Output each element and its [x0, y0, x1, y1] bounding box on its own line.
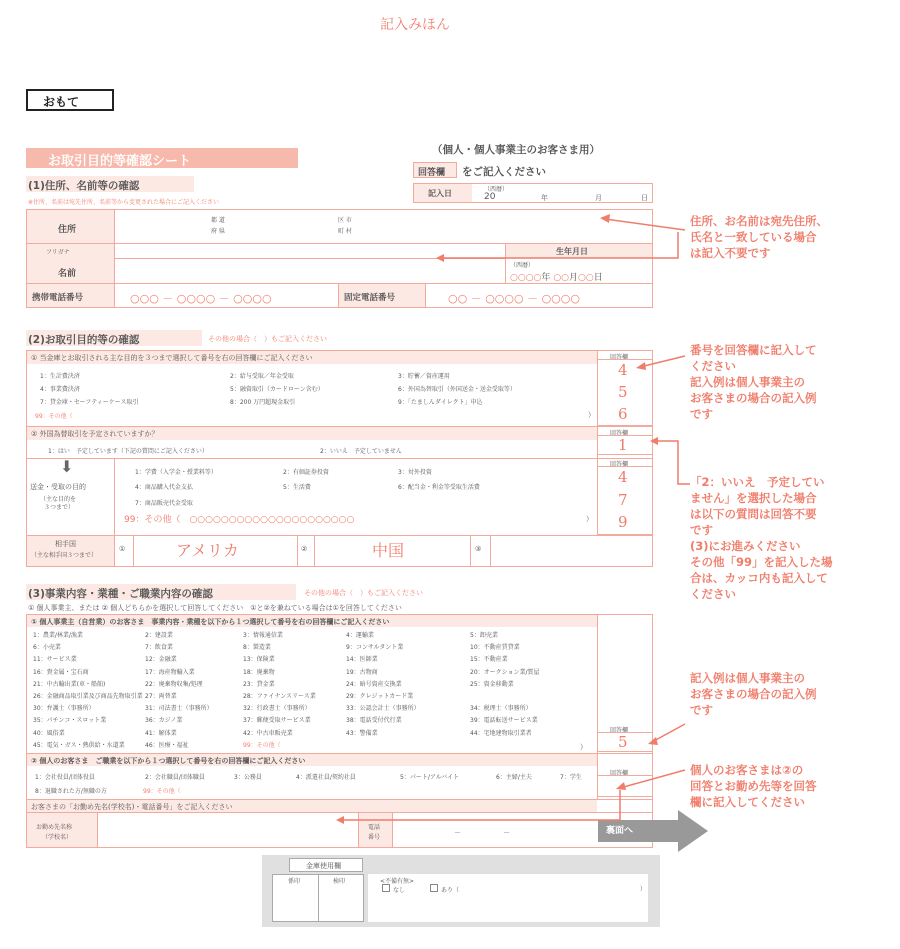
biz-option: 21：中古輸出業(車・船舶)	[33, 680, 106, 688]
biz-option: 6：小売業	[33, 644, 61, 652]
biz-option: 32：行政書士（事務所）	[243, 705, 311, 713]
omote-label: おもて	[43, 95, 80, 109]
biz-option: 34：税理士（事務所）	[470, 705, 532, 713]
sec2-title: (2)お取引目的等の確認	[28, 334, 140, 346]
biz-option: 44：宅地建物取引業者	[470, 729, 532, 737]
sec1-title: (1)住所、名前等の確認	[28, 180, 140, 192]
biz-option: 3：情報通信業	[243, 632, 283, 639]
q1-answer-1: 4	[618, 361, 628, 379]
sec2-title-note: その他の場合（ ）もご記入ください	[208, 335, 327, 343]
biz-option: 4：運輸業	[346, 632, 374, 639]
biz-option: 11：サービス業	[33, 656, 77, 664]
biz-option: 39：電話転送サービス業	[470, 717, 538, 725]
biz-option: 7：飲食業	[145, 644, 173, 652]
biz-option: 8：製造業	[243, 644, 271, 652]
mobile-value: ○○○ － ○○○○ － ○○○○	[130, 292, 272, 305]
note-foreign: 「2：いいえ 予定してい ません」を選択した場合 は以下の質問は回答不要 です (3)にお進みください その他「99」を記入した場 合は、カッコ内も記入して ください	[690, 475, 833, 601]
sheet-title: お取引目的等確認シート	[48, 154, 192, 169]
home-phone-label: 固定電話番号	[344, 293, 396, 303]
biz-option: 23：貸金業	[243, 680, 275, 688]
partner-country-1: アメリカ	[176, 541, 239, 560]
purpose-label: 送金・受取の目的	[30, 483, 86, 491]
biz-option: 33：公認会計士（事務所）	[346, 705, 420, 713]
furigana-label: フリガナ	[46, 249, 70, 256]
note-address: 住所、お名前は宛先住所、 氏名と一致している場合 は記入不要です	[690, 214, 828, 260]
purpose-other: 99：その他（ ○○○○○○○○○○○○○○○○○○○○○	[124, 515, 355, 525]
name-label: 名前	[58, 269, 77, 279]
biz-option: 46：医療・福祉	[145, 741, 189, 749]
biz-option: 19：古物商	[346, 668, 378, 676]
biz-option: 31：司法書士（事務所）	[145, 705, 213, 713]
q2-answer: 1	[618, 436, 628, 454]
mobile-label: 携帯電話番号	[32, 293, 84, 303]
birth-label: 生年月日	[556, 247, 588, 256]
partner-label: 相手国	[55, 540, 76, 548]
biz-option: 30：弁護士（事務所）	[33, 705, 95, 713]
biz-option: 24：暗号資産交換業	[346, 680, 402, 688]
arrow-down-icon: ⬇	[60, 457, 74, 476]
biz-option: 43：警備業	[346, 729, 378, 737]
biz-option: 40：風俗業	[33, 729, 65, 737]
biz-option: 14：医師業	[346, 656, 378, 664]
ind-head: ② 個人のお客さま ご職業を以下から１つ選択して番号を右の回答欄にご記入ください	[31, 757, 306, 765]
biz-option: 41：解体業	[145, 729, 177, 737]
biz-option: 28：ファイナンスリース業	[243, 693, 316, 700]
note-business: 記入例は個人事業主の お客さまの場合の記入例 です	[690, 671, 817, 717]
biz-option: 42：中古車販売業	[243, 729, 293, 737]
biz-option: 36：カジノ業	[145, 717, 183, 725]
answer-box-sample: 回答欄	[413, 162, 457, 178]
biz-option: 10：不動産賃貸業	[470, 644, 520, 652]
partner-country-2: 中国	[372, 541, 405, 560]
home-phone-value: ○○ － ○○○○ － ○○○○	[448, 292, 580, 305]
biz-option: 25：資金移動業	[470, 680, 514, 688]
biz-option: 15：不動産業	[470, 656, 508, 664]
entry-date-label: 記入日	[428, 189, 452, 198]
work-head: お客さまの「お勤め先名(学校名)・電話番号」をご記入ください	[31, 803, 233, 811]
biz-option: 9：コンサルタント業	[346, 644, 404, 652]
biz-option: 27：両替業	[145, 693, 177, 700]
biz-option: 99：その他（	[243, 741, 281, 749]
q2-text: ② 外国為替取引を予定されていますか？	[31, 430, 159, 438]
bank-use-title: 金庫使用欄	[306, 862, 341, 870]
sec3-title-note: その他の場合（ ）もご記入ください	[304, 589, 423, 597]
biz-option: 37：郵便受取サービス業	[243, 717, 311, 725]
biz-answer: 5	[618, 733, 628, 751]
biz-option: 1：農業/林業/漁業	[33, 632, 83, 639]
purpose-answer-2: 7	[618, 491, 628, 509]
customer-type: （個人・個人事業主のお客さま用）	[432, 144, 600, 156]
back-page-label: 裏面へ	[606, 826, 634, 836]
birth-value: ○○○○年 ○○月○○日	[510, 273, 603, 283]
q1-text: ① 当金庫とお取引される主な目的を３つまで選択して番号を右の回答欄にご記入ください	[31, 354, 313, 362]
biz-option: 2：建設業	[145, 632, 173, 639]
sec3-title: (3)事業内容・業種・ご職業内容の確認	[28, 588, 213, 600]
biz-option: 18：廃棄物	[243, 668, 275, 676]
biz-option: 26：金融商品取引業及び商品先物取引業	[33, 693, 143, 700]
biz-option: 13：保険業	[243, 656, 275, 664]
biz-option: 35：パチンコ・スロット業	[33, 717, 107, 725]
note-purpose: 番号を回答欄に記入して ください 記入例は個人事業主の お客さまの場合の記入例 です	[690, 343, 817, 421]
biz-option: 16：貴金属・宝石商	[33, 668, 89, 676]
q1-answer-2: 5	[618, 383, 628, 401]
biz-head: ① 個人事業主（自営業）のお客さま 事業内容・業種を以下から１つ選択して番号を右の回答欄にご記入ください	[31, 618, 390, 626]
biz-option: 12：金融業	[145, 656, 177, 664]
address-label: 住所	[58, 225, 77, 235]
page-heading: 記入みほん	[380, 17, 450, 33]
sec3-intro: ① 個人事業主、または ② 個人どちらかを選択して回答してください ①と②を兼ねている場合は①を回答してください	[28, 604, 402, 612]
biz-option: 20：オークション業/質屋	[470, 668, 540, 676]
biz-option: 38：電話受付代行業	[346, 717, 402, 725]
q1-answer-3: 6	[618, 405, 628, 423]
biz-option: 17：海産物輸入業	[145, 668, 195, 676]
purpose-answer-3: 9	[618, 513, 628, 531]
biz-option: 5：卸売業	[470, 632, 498, 639]
purpose-answer-1: 4	[618, 468, 628, 486]
note-individual: 個人のお客さまは②の 回答とお勤め先等を回答 欄に記入してください	[690, 763, 817, 809]
answer-instruction: をご記入ください	[462, 166, 546, 178]
biz-option: 45：電気・ガス・熱供給・水道業	[33, 741, 125, 749]
sec1-note: ※住所、名前は宛先住所、名前等から変更された場合にご記入ください	[28, 199, 220, 206]
biz-option: 29：クレジットカード業	[346, 693, 414, 700]
biz-option: 22：廃棄物収集/処理	[145, 680, 203, 688]
